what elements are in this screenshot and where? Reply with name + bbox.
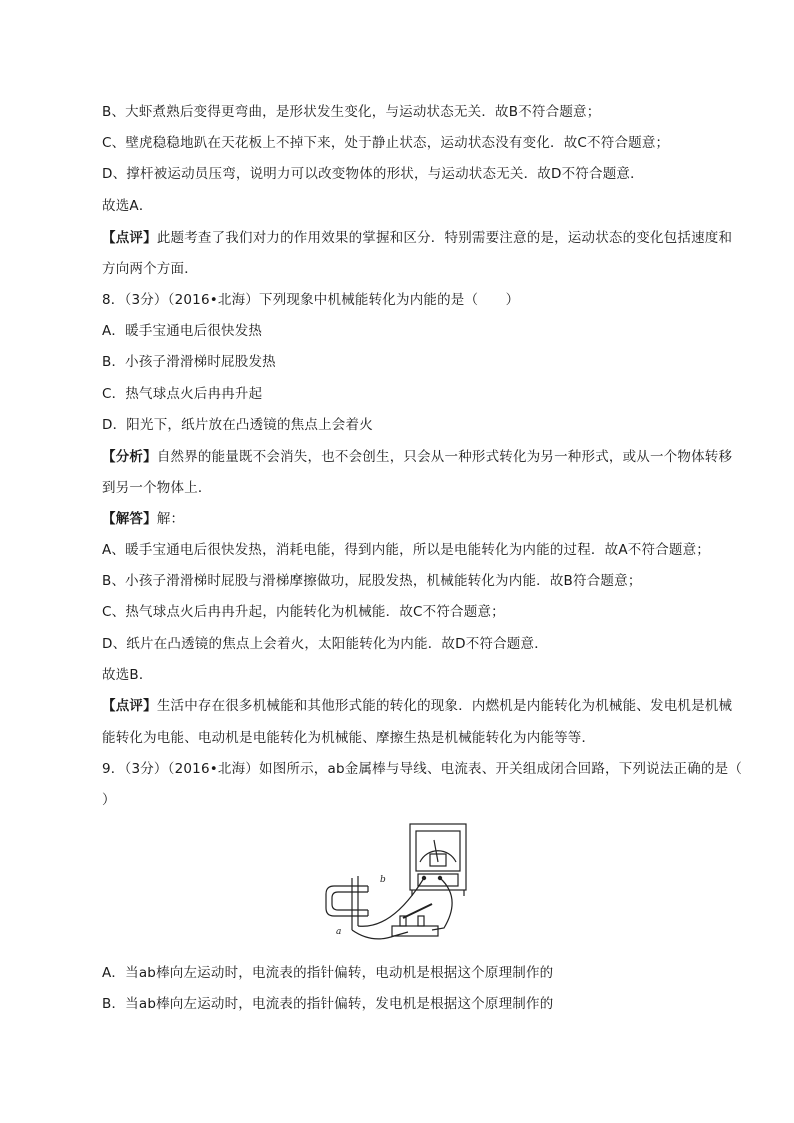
q7-comment-cont: 方向两个方面． [102, 261, 198, 277]
q8-comment-cont: 能转化为电能、电动机是电能转化为机械能、摩擦生热是机械能转化为内能等等． [102, 730, 596, 746]
q8-option-d: D．阳光下，纸片放在凸透镜的焦点上会着火 [102, 417, 373, 433]
q8-comment [102, 696, 733, 716]
q8-analysis-text: 自然界的能量既不会消失，也不会创生，只会从一种形式转化为另一种形式，或从一个物体转移 [156, 449, 733, 465]
circuit-diagram [322, 818, 482, 948]
q8-answer [102, 509, 702, 529]
q7-comment-text: 此题考查了我们对力的作用效果的掌握和区分．特别需要注意的是，运动状态的变化包括速度和 [156, 230, 733, 246]
wire-a [352, 930, 408, 939]
q8-stem: 8．（3分）（2016•北海）下列现象中机械能转化为内能的是（ ） [102, 292, 520, 308]
q9-stem-cont: ） [102, 792, 116, 808]
q8-answer-d: D、纸片在凸透镜的焦点上会着火，太阳能转化为内能．故D不符合题意． [102, 636, 548, 652]
comment-tag: 【点评】 [102, 230, 157, 246]
q8-analysis [102, 447, 733, 467]
q9-option-b: B．当ab棒向左运动时，电流表的指针偏转，发电机是根据这个原理制作的 [102, 996, 554, 1012]
wire-b [358, 878, 424, 926]
q7-comment [102, 228, 733, 248]
circuit-figure [322, 818, 482, 948]
comment-tag: 【点评】 [102, 698, 157, 714]
q8-option-c: C．热气球点火后冉冉升起 [102, 386, 263, 402]
q8-conclusion: 故选B． [102, 667, 153, 683]
q8-comment-text: 生活中存在很多机械能和其他形式能的转化的现象．内燃机是内能转化为机械能、发电机是机械 [156, 698, 733, 714]
q9-stem: 9．（3分）（2016•北海）如图所示，ab金属棒与导线、电流表、开关组成闭合回路，下列说法正确的是（ [102, 761, 743, 777]
q7-answer-b: B、大虾煮熟后变得更弯曲，是形状发生变化，与运动状态无关．故B不符合题意； [102, 104, 601, 120]
q8-option-b: B．小孩子滑滑梯时屁股发热 [102, 354, 276, 370]
q8-analysis-cont: 到另一个物体上． [102, 480, 212, 496]
q8-answer-b: B、小孩子滑滑梯时屁股与滑梯摩擦做功，屁股发热，机械能转化为内能．故B符合题意； [102, 573, 642, 589]
q7-conclusion: 故选A． [102, 198, 153, 214]
q8-option-a: A．暖手宝通电后很快发热 [102, 323, 263, 339]
q9-option-a: A．当ab棒向左运动时，电流表的指针偏转，电动机是根据这个原理制作的 [102, 965, 554, 981]
q8-answer-c: C、热气球点火后冉冉升起，内能转化为机械能．故C不符合题意； [102, 604, 505, 620]
q8-answer-intro: 解： [156, 511, 185, 527]
label-b: b [380, 875, 386, 885]
q7-answer-d: D、撑杆被运动员压弯，说明力可以改变物体的形状，与运动状态无关．故D不符合题意． [102, 166, 644, 182]
analysis-tag: 【分析】 [102, 449, 157, 465]
label-a: a [336, 927, 342, 937]
answer-tag: 【解答】 [102, 511, 157, 527]
q7-answer-c: C、壁虎稳稳地趴在天花板上不掉下来，处于静止状态，运动状态没有变化．故C不符合题意； [102, 135, 670, 151]
q8-answer-a: A、暖手宝通电后很快发热，消耗电能，得到内能，所以是电能转化为内能的过程．故A不符合题意； [102, 542, 710, 558]
